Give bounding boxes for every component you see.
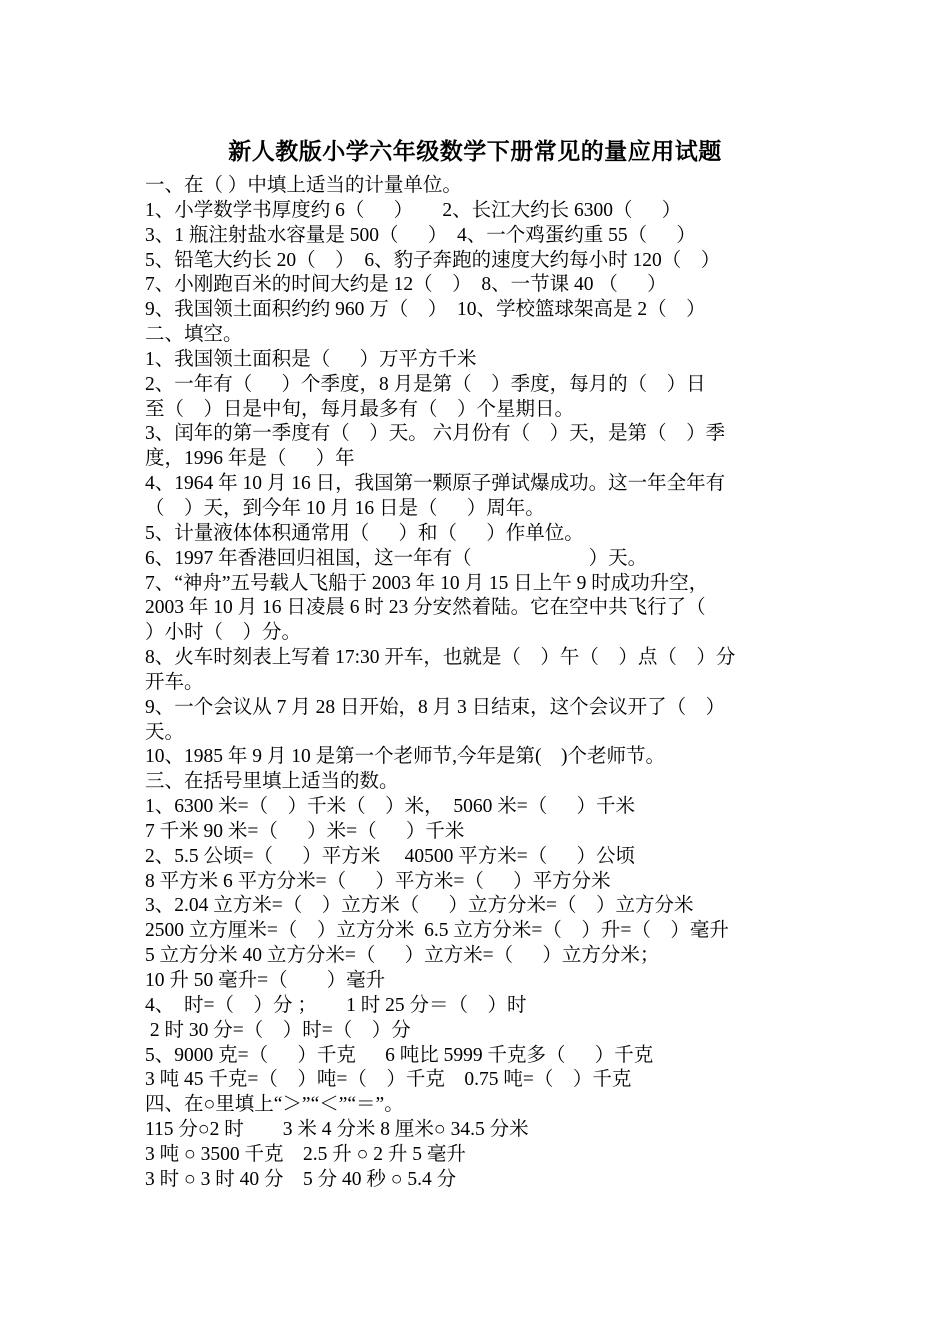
question-line: 至（ ）日是中旬，每月最多有（ ）个星期日。	[145, 398, 575, 420]
document-body	[145, 174, 825, 1193]
question-line: 7、“神舟”五号载人飞船于 2003 年 10 月 15 日上午 9 时成功升空，	[145, 572, 709, 594]
question-line: 10 升 50 毫升=（ ）毫升	[145, 970, 386, 991]
question-line: 115 分○2 时 3 米 4 分米 8 厘米○ 34.5 分米	[145, 1119, 529, 1141]
question-line: 5、计量液体体积通常用（ ）和（ ）作单位。	[145, 522, 584, 544]
page-title: 新人教版小学六年级数学下册常见的量应用试题	[228, 139, 722, 164]
question-line: 9、我国领土面积约约 960 万（ ） 10、学校篮球架高是 2（ ）	[145, 299, 706, 321]
question-line: 2003 年 10 月 16 日凌晨 6 时 23 分安然着陆。它在空中共飞行了（	[145, 597, 706, 619]
question-line: 4、1964 年 10 月 16 日，我国第一颗原子弹试爆成功。这一年全年有	[145, 473, 726, 495]
question-line: 5、9000 克=（ ）千克 6 吨比 5999 千克多（ ）千克	[145, 1044, 654, 1066]
question-line: 8 平方米 6 平方分米=（ ）平方米=（ ）平方分米	[145, 870, 611, 892]
question-line: 4、 时=（ ）分 ； 1 时 25 分＝（ ）时	[145, 994, 527, 1016]
question-line: 5 立方分米 40 立方分米=（ ）立方米=（ ）立方分米；	[145, 945, 660, 967]
section-heading-1: 一、在（ ）中填上适当的计量单位。	[145, 175, 462, 196]
question-line: 8、火车时刻表上写着 17:30 开车，也就是（ ）午（ ）点（ ）分	[145, 647, 736, 669]
question-line: 7、小刚跑百米的时间大约是 12（ ） 8、一节课 40 （ ）	[145, 274, 667, 296]
question-line: ）小时（ ）分。	[145, 622, 302, 644]
question-line: 2 时 30 分=（ ）时=（ ）分	[145, 1019, 411, 1041]
question-line: 开车。	[145, 671, 204, 693]
question-line: 2500 立方厘米=（ ）立方分米 6.5 立方分米=（ ）升=（ ）毫升	[145, 920, 729, 942]
question-line: 3、2.04 立方米=（ ）立方米（ ）立方分米=（ ）立方分米	[145, 895, 694, 917]
question-line: （ ）天，到今年 10 月 16 日是（ ）周年。	[145, 497, 545, 519]
question-line: 1、小学数学书厚度约 6（ ） 2、长江大约长 6300（ ）	[145, 199, 682, 221]
question-line: 天。	[145, 721, 185, 743]
question-line: 10、1985 年 9 月 10 是第一个老师节,今年是第( )个老师节。	[145, 746, 665, 768]
question-line: 1、我国领土面积是（ ）万平方千米	[145, 348, 477, 370]
question-line: 3 吨 45 千克=（ ）吨=（ ）千克 0.75 吨=（ ）千克	[145, 1069, 632, 1091]
question-line: 3 吨 ○ 3500 千克 2.5 升 ○ 2 升 5 毫升	[145, 1143, 466, 1165]
question-line: 2、一年有（ ）个季度，8 月是第（ ）季度，每月的（ ）日	[145, 373, 706, 395]
section-heading-3: 三、在括号里填上适当的数。	[145, 771, 399, 793]
question-line: 5、铅笔大约长 20（ ） 6、豹子奔跑的速度大约每小时 120（ ）	[145, 249, 721, 271]
question-line: 3、1 瓶注射盐水容量是 500（ ） 4、一个鸡蛋约重 55（ ）	[145, 224, 696, 246]
question-line: 度，1996 年是（ ）年	[145, 448, 355, 470]
question-line: 3、闰年的第一季度有（ ）天。 六月份有（ ）天，是第（ ）季	[145, 423, 726, 445]
question-line: 2、5.5 公顷=（ ）平方米 40500 平方米=（ ）公顷	[145, 845, 635, 867]
question-line: 6、1997 年香港回归祖国，这一年有（ ）天。	[145, 547, 648, 569]
question-line: 9、一个会议从 7 月 28 日开始，8 月 3 日结束，这个会议开了（ ）	[145, 696, 726, 718]
question-line: 7 千米 90 米=（ ）米=（ ）千米	[145, 820, 465, 842]
question-line: 3 时 ○ 3 时 40 分 5 分 40 秒 ○ 5.4 分	[145, 1168, 457, 1190]
section-heading-2: 二、填空。	[145, 324, 243, 346]
section-heading-4: 四、在○里填上“＞”“＜”“＝”。	[145, 1094, 404, 1116]
question-line: 1、6300 米=（ ）千米（ ）米， 5060 米=（ ）千米	[145, 796, 635, 818]
